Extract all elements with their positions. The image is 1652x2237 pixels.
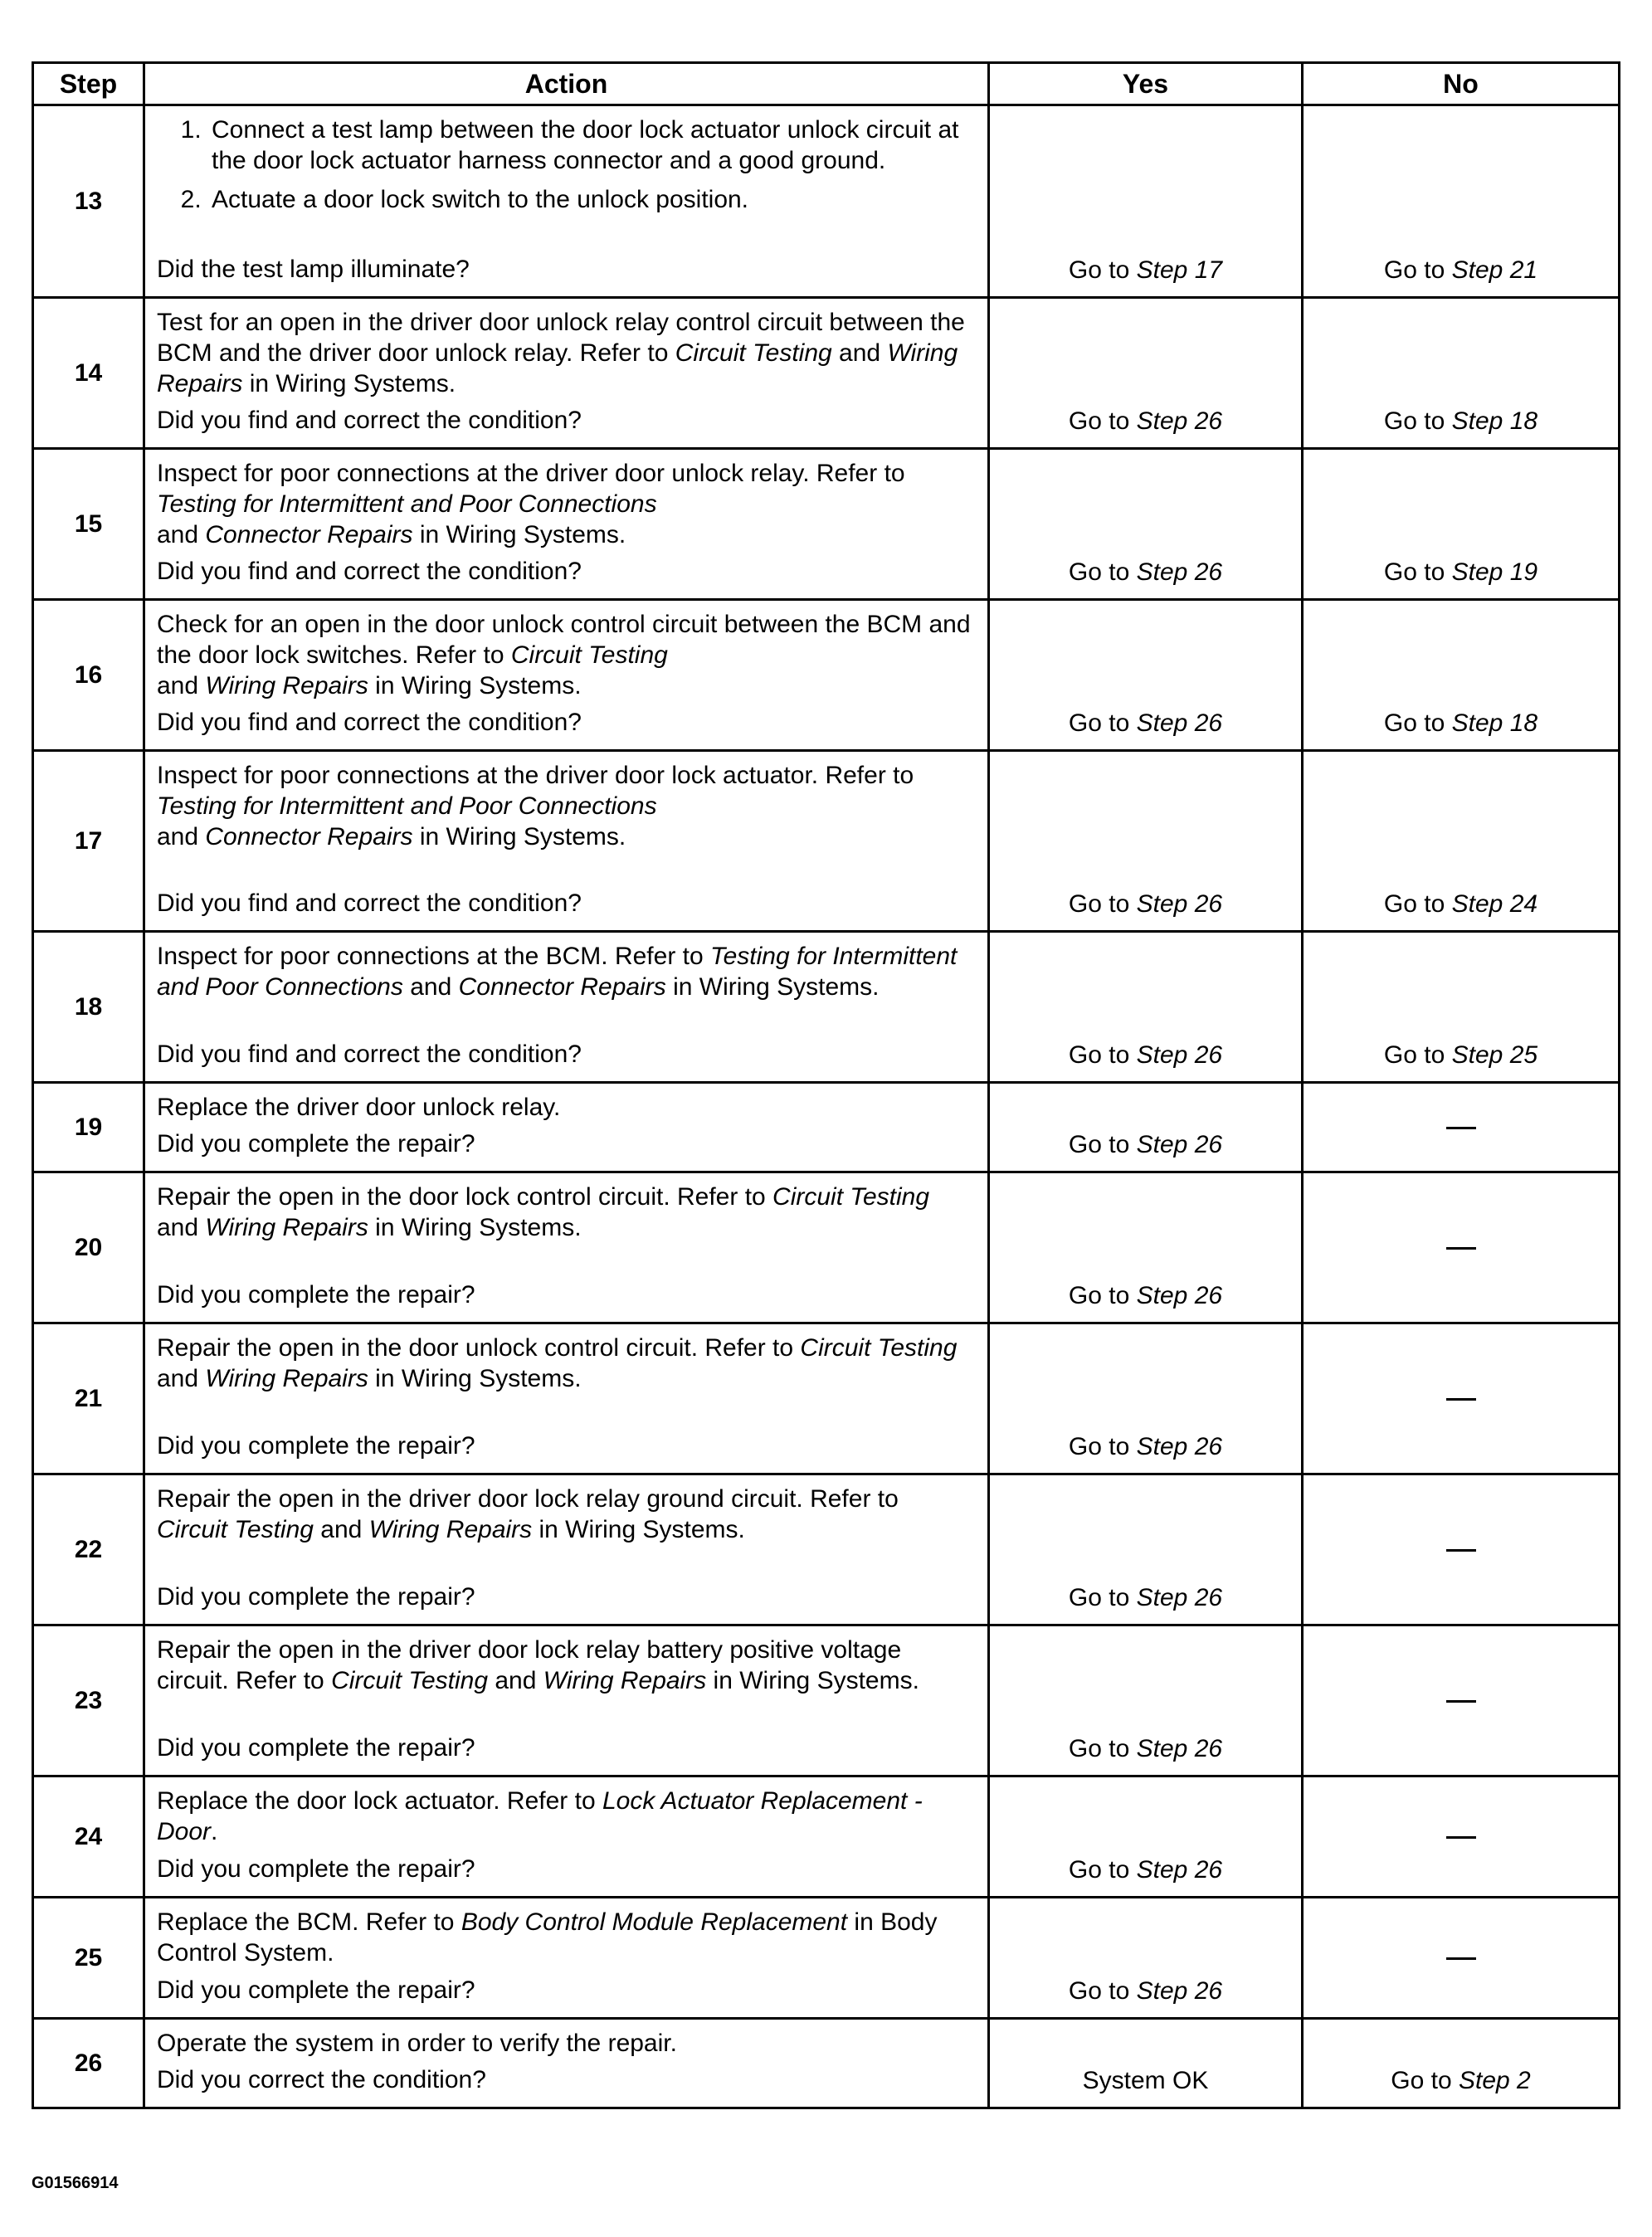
yes-prefix: System OK	[1082, 2067, 1209, 2094]
step-number: 22	[33, 1474, 144, 1625]
dash-mark	[1446, 1549, 1476, 1552]
reference-link-text: Connector Repairs	[205, 521, 413, 548]
yes-step-ref: Step 26	[1136, 1977, 1223, 2005]
action-instruction	[145, 1084, 987, 1123]
table-row	[33, 751, 1620, 932]
action-cell	[144, 2019, 989, 2108]
instruction-text: Repair the open in the driver door lock relay battery positive voltage circuit. Refer to	[157, 1636, 902, 1694]
instruction-text: in Wiring Systems.	[368, 1214, 582, 1241]
instruction-text: and	[157, 1214, 206, 1241]
instruction-text: and	[157, 521, 206, 548]
column-header-no: No	[1303, 63, 1620, 105]
action-question: Did you complete the repair?	[157, 1583, 475, 1611]
action-cell	[144, 1776, 989, 1898]
table-row	[33, 600, 1620, 751]
action-cell	[144, 1474, 989, 1625]
action-instruction	[145, 601, 987, 701]
no-result-empty	[1303, 1776, 1620, 1898]
action-cell	[144, 932, 989, 1083]
no-step-ref: Step 25	[1451, 1041, 1538, 1069]
dash-mark	[1446, 1700, 1476, 1703]
yes-result	[989, 1474, 1303, 1625]
table-row	[33, 298, 1620, 449]
no-result-empty	[1303, 1323, 1620, 1474]
action-question: Did you complete the repair?	[157, 1976, 475, 2004]
instruction-text: in Wiring Systems.	[412, 521, 626, 548]
yes-result	[989, 105, 1303, 298]
action-question: Did you complete the repair?	[157, 1432, 475, 1460]
yes-prefix: Go to	[1068, 407, 1130, 435]
diagnostic-table	[32, 61, 1620, 2109]
yes-result	[989, 600, 1303, 751]
no-step-ref: Step 21	[1451, 256, 1538, 284]
yes-result	[989, 449, 1303, 600]
instruction-text: in Wiring Systems.	[242, 370, 456, 397]
reference-link-text: Wiring Repairs	[543, 1667, 707, 1694]
instruction-text: Inspect for poor connections at the BCM. Refer to	[157, 943, 711, 970]
yes-step-ref: Step 26	[1136, 1584, 1223, 1611]
step-number: 13	[33, 105, 144, 298]
action-instruction	[145, 1475, 987, 1545]
no-prefix: Go to	[1391, 2067, 1452, 2094]
table-row	[33, 1323, 1620, 1474]
no-result-empty	[1303, 1172, 1620, 1323]
yes-step-ref: Step 26	[1136, 1856, 1223, 1884]
action-cell	[144, 449, 989, 600]
table-header-row	[33, 63, 1620, 105]
dash-mark	[1446, 1398, 1476, 1401]
action-question: Did you complete the repair?	[157, 1281, 475, 1309]
reference-link-text: Wiring Repairs	[157, 339, 958, 397]
dash-mark	[1446, 1836, 1476, 1839]
action-instruction	[145, 450, 987, 550]
instruction-text: and	[157, 672, 206, 699]
action-instruction	[145, 1626, 987, 1696]
step-number: 24	[33, 1776, 144, 1898]
yes-step-ref: Step 26	[1136, 1131, 1223, 1158]
instruction-text: Replace the driver door unlock relay.	[157, 1094, 561, 1121]
yes-prefix: Go to	[1068, 709, 1130, 737]
action-question: Did you find and correct the condition?	[157, 407, 582, 434]
yes-result	[989, 1172, 1303, 1323]
instruction-text: Test for an open in the driver door unlock relay control circuit between the BCM and the driver door unlock relay. Refer to	[157, 309, 965, 367]
no-step-ref: Step 24	[1451, 890, 1538, 918]
step-number: 23	[33, 1625, 144, 1776]
yes-prefix: Go to	[1068, 1282, 1130, 1309]
reference-link-text: Testing for Intermittent and Poor Connections	[157, 792, 657, 820]
step-number: 20	[33, 1172, 144, 1323]
instruction-text: Check for an open in the door unlock control circuit between the BCM and the door lock switches. Refer to	[157, 611, 971, 669]
reference-link-text: Circuit Testing	[772, 1183, 930, 1211]
reference-link-text: Connector Repairs	[205, 823, 413, 850]
instruction-text: in Wiring Systems.	[412, 823, 626, 850]
yes-result	[989, 1625, 1303, 1776]
action-question: Did you find and correct the condition?	[157, 558, 582, 585]
yes-result	[989, 751, 1303, 932]
reference-link-text: Wiring Repairs	[368, 1516, 533, 1543]
action-question: Did you complete the repair?	[157, 1855, 475, 1883]
action-list-item: 1. Connect a test lamp between the door lock actuator unlock circuit at the door lock actuator harness connector and a good ground.	[208, 115, 976, 176]
no-result-empty	[1303, 1898, 1620, 2019]
table-row	[33, 449, 1620, 600]
instruction-text: in Wiring Systems.	[368, 672, 582, 699]
action-question: Did you find and correct the condition?	[157, 889, 582, 917]
no-result	[1303, 2019, 1620, 2108]
table-row	[33, 1474, 1620, 1625]
action-question: Did you complete the repair?	[157, 1130, 475, 1157]
instruction-text: Operate the system in order to verify the repair.	[157, 2030, 677, 2057]
yes-prefix: Go to	[1068, 1584, 1130, 1611]
reference-link-text: Wiring Repairs	[205, 1214, 368, 1241]
instruction-text: in Wiring Systems.	[706, 1667, 919, 1694]
reference-link-text: Circuit Testing	[510, 641, 668, 669]
instruction-text: and	[157, 823, 206, 850]
yes-prefix: Go to	[1068, 1041, 1130, 1069]
no-prefix: Go to	[1383, 1041, 1445, 1069]
instruction-text: in Body Control System.	[157, 1908, 938, 1967]
action-instruction	[145, 1324, 987, 1394]
table-row	[33, 1625, 1620, 1776]
dash-mark	[1446, 1127, 1476, 1129]
no-result	[1303, 105, 1620, 298]
action-instruction	[145, 1777, 987, 1847]
no-result-empty	[1303, 1625, 1620, 1776]
reference-link-text: Wiring Repairs	[205, 672, 368, 699]
yes-step-ref: Step 26	[1136, 558, 1223, 586]
action-cell	[144, 751, 989, 932]
instruction-text: and	[402, 973, 459, 1001]
reference-link-text: Testing for Intermittent and Poor Connections	[157, 490, 657, 518]
step-number: 18	[33, 932, 144, 1083]
reference-link-text: Body Control Module Replacement	[461, 1908, 848, 1936]
table-row	[33, 105, 1620, 298]
action-instruction	[145, 299, 987, 399]
instruction-text: Repair the open in the door lock control circuit. Refer to	[157, 1183, 773, 1211]
yes-result	[989, 1323, 1303, 1474]
yes-step-ref: Step 26	[1136, 1041, 1223, 1069]
no-step-ref: Step 19	[1451, 558, 1538, 586]
action-cell	[144, 600, 989, 751]
no-prefix: Go to	[1383, 256, 1445, 284]
action-cell	[144, 105, 989, 298]
yes-step-ref: Step 26	[1136, 709, 1223, 737]
step-number: 14	[33, 298, 144, 449]
action-cell	[144, 1323, 989, 1474]
step-number: 17	[33, 751, 144, 932]
reference-link-text: Testing for Intermittent and Poor Connections	[157, 943, 958, 1001]
step-number: 16	[33, 600, 144, 751]
action-instruction	[145, 752, 987, 852]
instruction-text: and	[488, 1667, 543, 1694]
yes-prefix: Go to	[1068, 1735, 1130, 1762]
reference-link-text: Lock Actuator Replacement - Door	[157, 1787, 923, 1845]
action-question: Did the test lamp illuminate?	[157, 256, 470, 283]
yes-result	[989, 2019, 1303, 2108]
action-steps-list	[157, 115, 976, 215]
yes-result	[989, 1776, 1303, 1898]
yes-step-ref: Step 26	[1136, 1735, 1223, 1762]
action-question: Did you find and correct the condition?	[157, 709, 582, 736]
no-prefix: Go to	[1383, 890, 1445, 918]
no-result	[1303, 600, 1620, 751]
reference-link-text: Circuit Testing	[331, 1667, 489, 1694]
no-step-ref: Step 18	[1451, 407, 1538, 435]
no-result	[1303, 932, 1620, 1083]
no-result-empty	[1303, 1474, 1620, 1625]
no-result	[1303, 751, 1620, 932]
instruction-text: Inspect for poor connections at the driver door unlock relay. Refer to	[157, 460, 905, 487]
action-instruction	[145, 1173, 987, 1243]
instruction-text: and	[313, 1516, 369, 1543]
step-number: 19	[33, 1083, 144, 1172]
yes-step-ref: Step 26	[1136, 1282, 1223, 1309]
yes-prefix: Go to	[1068, 1131, 1130, 1158]
reference-link-text: Circuit Testing	[675, 339, 832, 367]
instruction-text: in Wiring Systems.	[665, 973, 880, 1001]
instruction-text: .	[211, 1818, 218, 1845]
action-list-item: 2. Actuate a door lock switch to the unlock position.	[208, 184, 976, 215]
no-prefix: Go to	[1383, 709, 1445, 737]
no-prefix: Go to	[1383, 558, 1445, 586]
table-row	[33, 1083, 1620, 1172]
no-result	[1303, 449, 1620, 600]
action-cell	[144, 1083, 989, 1172]
no-result	[1303, 298, 1620, 449]
yes-result	[989, 1898, 1303, 2019]
yes-step-ref: Step 26	[1136, 407, 1223, 435]
step-number: 15	[33, 449, 144, 600]
instruction-text: in Wiring Systems.	[368, 1365, 582, 1392]
table-row	[33, 1898, 1620, 2019]
instruction-text: Replace the BCM. Refer to	[157, 1908, 461, 1936]
step-number: 25	[33, 1898, 144, 2019]
action-instruction	[145, 106, 987, 215]
no-prefix: Go to	[1383, 407, 1445, 435]
yes-result	[989, 932, 1303, 1083]
yes-result	[989, 298, 1303, 449]
yes-step-ref: Step 17	[1136, 256, 1223, 284]
action-cell	[144, 1625, 989, 1776]
instruction-text: Repair the open in the driver door lock relay ground circuit. Refer to	[157, 1485, 899, 1513]
action-question: Did you correct the condition?	[157, 2066, 486, 2093]
table-row	[33, 932, 1620, 1083]
yes-step-ref: Step 26	[1136, 1433, 1223, 1460]
instruction-text: and	[831, 339, 888, 367]
no-step-ref: Step 18	[1451, 709, 1538, 737]
action-instruction	[145, 2020, 987, 2059]
yes-prefix: Go to	[1068, 1856, 1130, 1884]
table-row	[33, 1776, 1620, 1898]
dash-mark	[1446, 1957, 1476, 1960]
instruction-text: Inspect for poor connections at the driver door lock actuator. Refer to	[157, 762, 914, 789]
yes-prefix: Go to	[1068, 1433, 1130, 1460]
yes-prefix: Go to	[1068, 558, 1130, 586]
no-step-ref: Step 2	[1458, 2067, 1531, 2094]
table-row	[33, 2019, 1620, 2108]
action-cell	[144, 298, 989, 449]
instruction-text: and	[157, 1365, 206, 1392]
yes-result	[989, 1083, 1303, 1172]
reference-link-text: Connector Repairs	[458, 973, 666, 1001]
table-row	[33, 1172, 1620, 1323]
action-cell	[144, 1172, 989, 1323]
dash-mark	[1446, 1247, 1476, 1250]
reference-link-text: Wiring Repairs	[205, 1365, 368, 1392]
no-result-empty	[1303, 1083, 1620, 1172]
action-cell	[144, 1898, 989, 2019]
instruction-text: Repair the open in the door unlock control circuit. Refer to	[157, 1334, 801, 1362]
column-header-action: Action	[144, 63, 989, 105]
column-header-step: Step	[33, 63, 144, 105]
step-number: 26	[33, 2019, 144, 2108]
yes-step-ref: Step 26	[1136, 890, 1223, 918]
instruction-text: in Wiring Systems.	[532, 1516, 745, 1543]
action-question: Did you complete the repair?	[157, 1734, 475, 1762]
step-number: 21	[33, 1323, 144, 1474]
yes-prefix: Go to	[1068, 1977, 1130, 2005]
reference-link-text: Circuit Testing	[800, 1334, 958, 1362]
column-header-yes: Yes	[989, 63, 1303, 105]
action-instruction	[145, 933, 987, 1002]
yes-prefix: Go to	[1068, 256, 1130, 284]
action-question: Did you find and correct the condition?	[157, 1041, 582, 1068]
action-instruction	[145, 1898, 987, 1968]
reference-link-text: Circuit Testing	[157, 1516, 314, 1543]
figure-code: G01566914	[32, 2174, 119, 2192]
instruction-text: Replace the door lock actuator. Refer to	[157, 1787, 602, 1815]
yes-prefix: Go to	[1068, 890, 1130, 918]
